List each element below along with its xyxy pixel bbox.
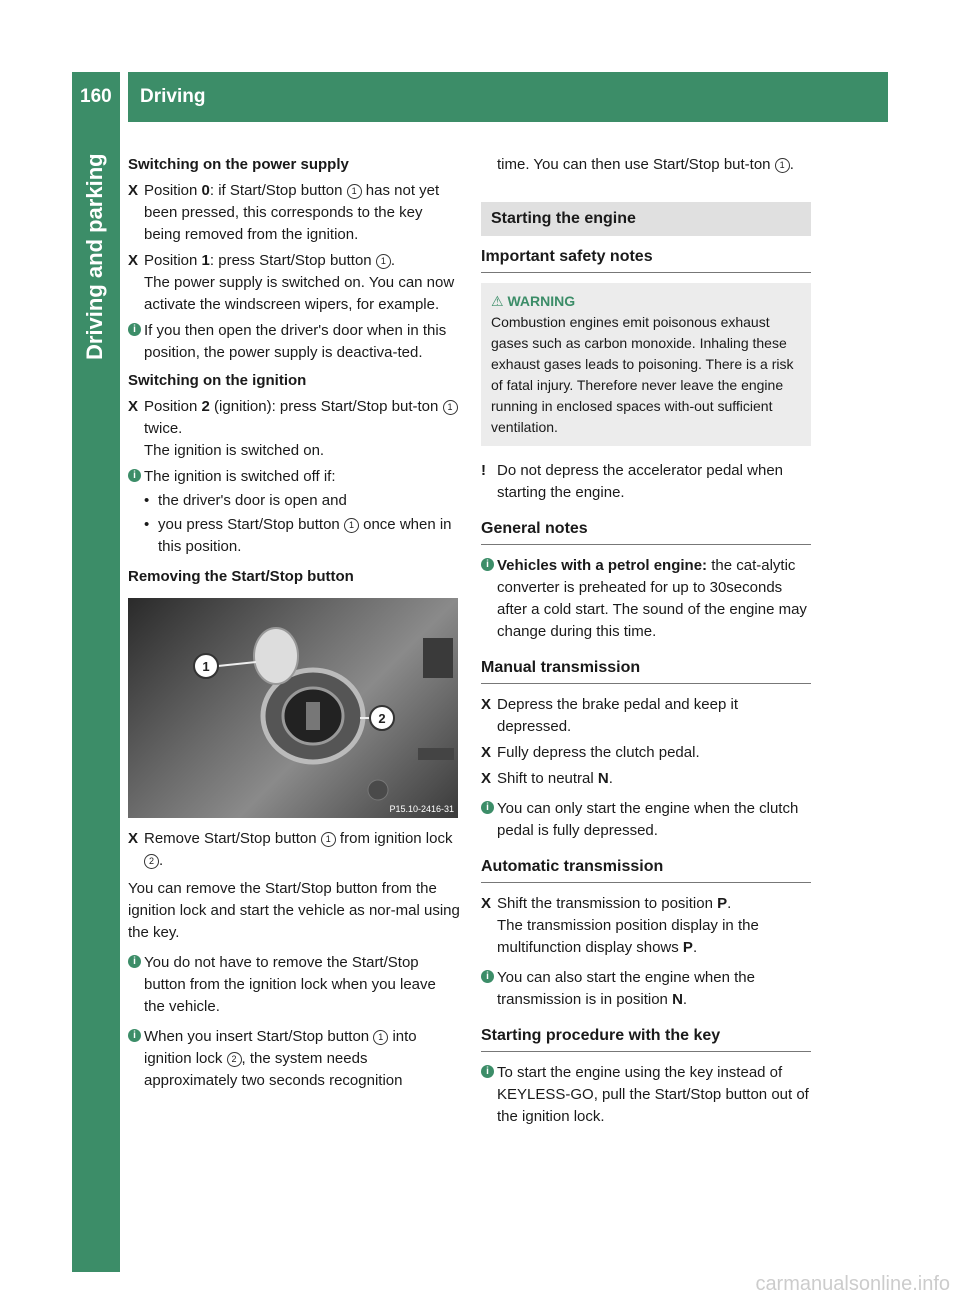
bullet-item: • the driver's door is open and xyxy=(128,490,460,512)
info-icon: i xyxy=(481,801,494,814)
heading-removing: Removing the Start/Stop button xyxy=(128,568,354,585)
arrow-icon: X xyxy=(481,744,492,761)
heading-ignition: Switching on the ignition xyxy=(128,372,307,389)
callout-1-icon: 1 xyxy=(347,184,362,199)
bullet-item: • you press Start/Stop button 1 once when in this position. xyxy=(144,516,452,555)
exclamation-icon: ! xyxy=(481,462,486,479)
section-starting-engine: Starting the engine xyxy=(481,202,811,236)
info-note: i To start the engine using the key instead of KEYLESS-GO, pull the Start/Stop button out of the ignition lock. xyxy=(481,1062,811,1128)
side-tab-label: Driving and parking xyxy=(82,153,107,360)
info-note: i When you insert Start/Stop button 1 into ignition lock 2 , the system needs approximately two seconds recognition xyxy=(128,1026,460,1092)
bullet-icon: • xyxy=(144,516,150,533)
step-brake: X Depress the brake pedal and keep it depressed. xyxy=(481,696,738,735)
info-icon: i xyxy=(481,1065,494,1078)
ignition-photo-illustration xyxy=(128,598,458,818)
heading-general: General notes xyxy=(481,518,811,545)
info-note: i If you then open the driver's door when in this position, the power supply is deactiva-ted. xyxy=(128,320,460,364)
info-note: i You can also start the engine when the transmission is in position N. xyxy=(481,967,811,1011)
warning-box xyxy=(481,283,811,446)
arrow-icon: X xyxy=(128,398,139,415)
info-icon: i xyxy=(481,970,494,983)
info-note: i You can only start the engine when the clutch pedal is fully depressed. xyxy=(481,798,811,842)
left-column xyxy=(128,154,460,1092)
photo-code: P15.10-2416-31 xyxy=(389,804,454,814)
arrow-icon: X xyxy=(481,770,492,787)
step-position-p: X Shift the transmission to position P. The transmission position display in the multifunction display shows P. xyxy=(481,895,759,956)
arrow-icon: X xyxy=(481,696,492,713)
header-title: Driving xyxy=(140,86,206,107)
info-note: i The ignition is switched off if: xyxy=(128,466,460,488)
step-position-0: X Position 0: if Start/Stop button 1 has not yet been pressed, this corresponds to the key being removed from the ignition. xyxy=(128,182,440,243)
arrow-icon: X xyxy=(128,182,139,199)
callout-2-icon: 2 xyxy=(227,1052,242,1067)
info-note: i You do not have to remove the Start/Stop button from the ignition lock when you leave the vehicle. xyxy=(128,952,460,1018)
photo-callout-2: 2 xyxy=(378,711,386,726)
arrow-icon: X xyxy=(481,895,492,912)
ignition-lock-photo xyxy=(128,598,458,818)
callout-1-icon: 1 xyxy=(373,1030,388,1045)
paragraph-remove: You can remove the Start/Stop button from the ignition lock and start the vehicle as nor-mal using the key. xyxy=(128,880,460,941)
warning-text: Combustion engines emit poisonous exhaust gases such as carbon monoxide. Inhaling these exhaust gases leads to poisoning. There is a risk of fatal injury. Therefore never leave the engine running in enclosed spaces with-out sufficient ventilation. xyxy=(491,314,794,435)
arrow-icon: X xyxy=(128,830,139,847)
info-icon: i xyxy=(481,558,494,571)
photo-callout-1: 1 xyxy=(202,659,210,674)
header-bar xyxy=(128,72,888,122)
callout-2-icon: 2 xyxy=(144,854,159,869)
heading-automatic: Automatic transmission xyxy=(481,856,811,883)
callout-1-icon: 1 xyxy=(344,518,359,533)
callout-1-icon: 1 xyxy=(443,400,458,415)
callout-1-icon: 1 xyxy=(775,158,790,173)
bullet-icon: • xyxy=(144,492,150,509)
right-column xyxy=(481,154,811,1128)
info-icon: i xyxy=(128,323,141,336)
continued-text: time. You can then use Start/Stop but-ton 1 . xyxy=(497,156,794,173)
step-position-2: X Position 2 (ignition): press Start/Stop but-ton 1 twice. The ignition is switched on. xyxy=(128,396,460,462)
step-neutral: X Shift to neutral N. xyxy=(481,768,811,790)
warning-icon: ⚠ xyxy=(491,293,504,309)
warning-title: ⚠ WARNING xyxy=(491,293,576,309)
info-icon: i xyxy=(128,955,141,968)
caution-note: ! Do not depress the accelerator pedal when starting the engine. xyxy=(481,462,784,501)
heading-manual: Manual transmission xyxy=(481,657,811,684)
arrow-icon: X xyxy=(128,252,139,269)
page-number: 160 xyxy=(80,86,112,107)
step-position-1: X Position 1: press Start/Stop button 1 . The power supply is switched on. You can now activate the windscreen wipers, for example. xyxy=(128,252,455,313)
heading-key-procedure: Starting procedure with the key xyxy=(481,1025,811,1052)
watermark: carmanualsonline.info xyxy=(755,1273,950,1295)
heading-safety: Important safety notes xyxy=(481,246,811,273)
step-clutch: X Fully depress the clutch pedal. xyxy=(481,742,811,764)
callout-1-icon: 1 xyxy=(376,254,391,269)
info-note: i Vehicles with a petrol engine: the cat-alytic converter is preheated for up to 30seconds after a cold start. The sound of the engine may change during this time. xyxy=(481,555,811,643)
callout-1-icon: 1 xyxy=(321,832,336,847)
info-icon: i xyxy=(128,469,141,482)
header-divider xyxy=(120,72,128,122)
info-icon: i xyxy=(128,1029,141,1042)
step-remove-button: X Remove Start/Stop button 1 from ignition lock 2 . xyxy=(128,830,453,869)
heading-power-supply: Switching on the power supply xyxy=(128,156,349,173)
